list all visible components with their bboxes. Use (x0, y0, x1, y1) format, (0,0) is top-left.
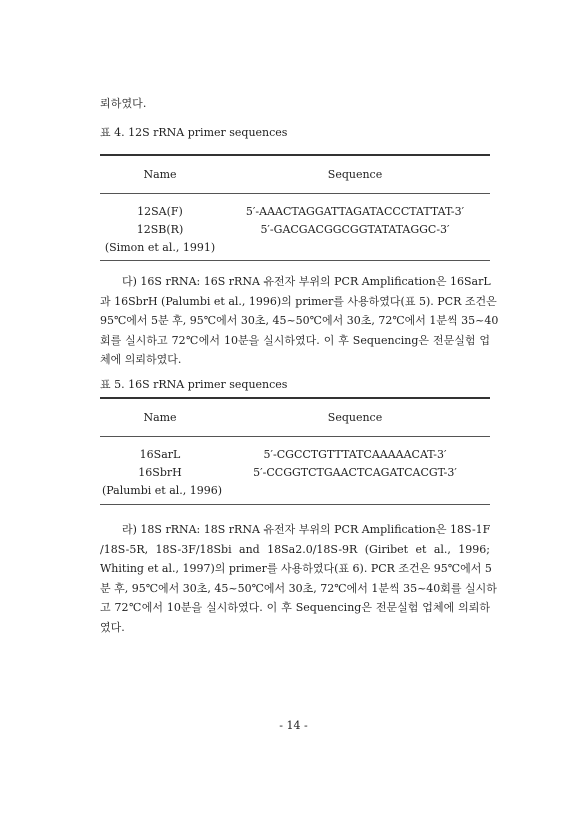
table5-reference: (Palumbi et al., 1996) (101, 484, 223, 497)
paragraph-line: /18S-5R, 18S-3F/18Sbi and 18Sa2.0/18S-9R (Giribet et al., 1996; (100, 542, 490, 556)
table4-row-name: 12SA(F) (137, 205, 183, 218)
table4-header-name: Name (143, 168, 177, 181)
table5-header-sequence: Sequence (327, 411, 383, 424)
table5-header-rule (100, 436, 490, 437)
table5-row-name: 16SbrH (138, 466, 182, 479)
paragraph-line: 체에 의뢰하였다. (100, 353, 182, 366)
paragraph-line: 다) 16S rRNA: 16S rRNA 유전자 부위의 PCR Amplification은 16SarL (122, 275, 491, 288)
paragraph-line: 고 72℃에서 10분을 실시하였다. 이 후 Sequencing은 전문실험 업체에 의뢰하 (100, 601, 490, 614)
table4-row-name: 12SB(R) (136, 223, 184, 236)
paragraph-16s (100, 272, 499, 370)
table4-row-sequence: 5′-GACGACGGCGGTATATAGGC-3′ (260, 223, 450, 236)
table4-caption: 표 4. 12S rRNA primer sequences (100, 126, 288, 139)
page-number: - 14 - (279, 719, 308, 732)
paragraph-line: 분 후, 95℃에서 30초, 45~50℃에서 30초, 72℃에서 1분씩 35~40회를 실시하 (100, 581, 497, 595)
paragraph-line: Whiting et al., 1997)의 primer를 사용하였다(표 6). PCR 조건은 95℃에서 5 (100, 562, 492, 575)
paragraph-line: 라) 18S rRNA: 18S rRNA 유전자 부위의 PCR Amplification은 18S-1F (122, 523, 491, 536)
table5-top-rule (100, 397, 490, 399)
table4-header-sequence: Sequence (327, 168, 383, 181)
table4-row-sequence: 5′-AAACTAGGATTAGATACCCTATTAT-3′ (245, 205, 465, 218)
table4-bottom-rule (100, 260, 490, 261)
continuation-text: 뢰하였다. (100, 97, 147, 110)
table4-top-rule (100, 154, 490, 156)
table5-row-sequence: 5′-CGCCTGTTTATCAAAAACAT-3′ (263, 448, 447, 461)
table5-header-name: Name (143, 411, 177, 424)
table5-row-sequence: 5′-CCGGTCTGAACTCAGATCACGT-3′ (253, 466, 457, 479)
paragraph-18s (100, 520, 497, 637)
table5-row-name: 16SarL (139, 448, 181, 461)
paragraph-line: 과 16SbrH (Palumbi et al., 1996)의 primer를 사용하였다(표 5). PCR 조건은 (100, 294, 497, 308)
paragraph-line: 95℃에서 5분 후, 95℃에서 30초, 45~50℃에서 30초, 72℃에서 1분씩 35~40 (100, 314, 499, 327)
table4-header-rule (100, 193, 490, 194)
table5-caption: 표 5. 16S rRNA primer sequences (100, 378, 288, 391)
table5-bottom-rule (100, 504, 490, 505)
paragraph-line: 였다. (100, 620, 125, 634)
table4-reference: (Simon et al., 1991) (104, 241, 216, 254)
paragraph-line: 회를 실시하고 72℃에서 10분을 실시하였다. 이 후 Sequencing은 전문실험 업 (100, 333, 490, 347)
